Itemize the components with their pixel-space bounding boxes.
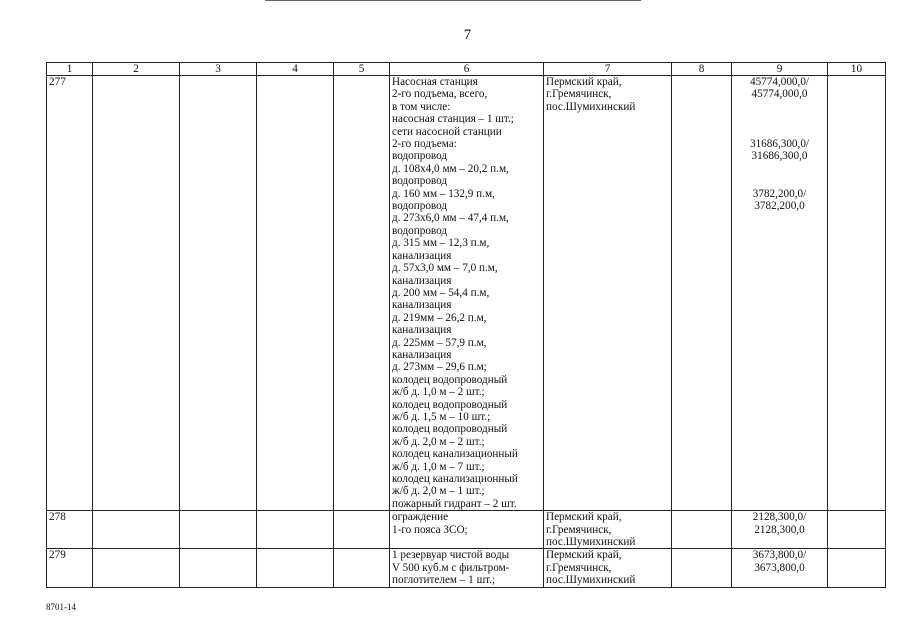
page-number: 7 [463, 27, 472, 43]
column-header: 6 [390, 63, 544, 76]
column-header: 10 [828, 63, 886, 76]
description-line: канализация [392, 324, 452, 337]
description-line: ж/б д. 1,0 м – 7 шт.; [392, 460, 485, 473]
location-line: Пермский край, [546, 511, 622, 524]
column-header: 8 [672, 63, 732, 76]
description-line: колодец канализационный [392, 448, 518, 461]
empty-cell [334, 76, 390, 511]
description-line: д. 219мм – 26,2 п.м, [392, 311, 487, 324]
cost-line: 3673,800,0 [754, 561, 805, 574]
description-line: в том числе: [392, 100, 451, 113]
cost-line: 3782,200,0 [754, 200, 805, 213]
description-line: ж/б д. 1,0 м – 2 шт.; [392, 386, 485, 399]
empty-cell [180, 549, 257, 587]
description-line: д. 273х6,0 мм – 47,4 п.м, [392, 212, 509, 225]
location-line: г.Гремячинск, [546, 88, 612, 101]
location-line: Пермский край, [546, 549, 622, 562]
column-header: 9 [732, 63, 828, 76]
cost-line: 45774,000,0 [751, 88, 808, 101]
description-line: Насосная станция [392, 76, 478, 88]
description-line: канализация [392, 249, 452, 262]
empty-cell [334, 511, 390, 549]
object-description [390, 76, 544, 511]
description-line: канализация [392, 274, 452, 287]
description-line: водопровод [392, 175, 448, 188]
row-number: 279 [47, 549, 93, 587]
description-line: 2-го подъема: [392, 138, 457, 151]
document-code: 8701-14 [46, 602, 76, 612]
location-line: г.Гремячинск, [546, 561, 612, 574]
empty-cell [257, 76, 334, 511]
description-line: д. 57х3,0 мм – 7,0 п.м, [392, 262, 498, 275]
empty-cell [93, 511, 180, 549]
header-row [47, 63, 886, 76]
column-header: 7 [544, 63, 672, 76]
description-line: 2-го подъема, всего, [392, 88, 488, 101]
description-line: водопровод [392, 150, 448, 163]
object-location [544, 76, 672, 511]
empty-cell [828, 76, 886, 511]
description-line: 1 резервуар чистой воды [392, 549, 510, 562]
row-number: 277 [47, 76, 93, 511]
cost-line: 3782,200,0/ [752, 187, 807, 200]
object-description [390, 511, 544, 549]
column-header: 4 [257, 63, 334, 76]
description-line: канализация [392, 348, 452, 361]
empty-cell [672, 511, 732, 549]
description-line: V 500 куб.м с фильтром- [392, 561, 510, 574]
description-line: д. 160 мм – 132,9 п.м, [392, 187, 495, 200]
description-line: д. 200 мм – 54,4 п.м, [392, 286, 490, 299]
description-line: д. 225мм – 57,9 п.м, [392, 336, 487, 349]
table-row [47, 549, 886, 587]
object-cost [732, 76, 828, 511]
location-line: пос.Шумихинский [546, 536, 636, 549]
cost-line: 31686,300,0/ [749, 138, 810, 151]
cost-line [734, 163, 825, 175]
location-line: пос.Шумихинский [546, 574, 636, 587]
row-number: 278 [47, 511, 93, 549]
registry-table [46, 62, 886, 588]
empty-cell [828, 549, 886, 587]
description-line: д. 108х4,0 мм – 20,2 п.м, [392, 162, 509, 175]
cost-line: 2128,300,0/ [752, 511, 807, 524]
top-rule [265, 0, 641, 1]
cost-line: 2128,300,0 [754, 523, 805, 536]
empty-cell [180, 511, 257, 549]
description-line: канализация [392, 299, 452, 312]
description-line: ж/б д. 2,0 м – 2 шт.; [392, 435, 485, 448]
description-line: ж/б д. 2,0 м – 1 шт.; [392, 485, 485, 498]
object-cost [732, 511, 828, 549]
empty-cell [672, 76, 732, 511]
cost-line: 31686,300,0 [751, 150, 808, 163]
description-line: д. 315 мм – 12,3 п.м, [392, 237, 490, 250]
empty-cell [828, 511, 886, 549]
location-line: пос.Шумихинский [546, 100, 636, 113]
location-line: Пермский край, [546, 76, 622, 88]
description-line: сети насосной станции [392, 125, 502, 138]
description-line: 1-го пояса ЗСО; [392, 523, 468, 536]
empty-cell [257, 549, 334, 587]
description-line: колодец водопроводный [392, 398, 508, 411]
object-cost [732, 549, 828, 587]
empty-cell [93, 76, 180, 511]
description-line: водопровод [392, 200, 448, 213]
empty-cell [93, 549, 180, 587]
empty-cell [257, 511, 334, 549]
cost-line: 3673,800,0/ [752, 549, 807, 562]
cost-line [734, 101, 825, 113]
cost-line: 45774,000,0/ [749, 76, 810, 88]
description-line: д. 273мм – 29,6 п.м; [392, 361, 487, 374]
description-line: пожарный гидрант – 2 шт. [392, 497, 517, 510]
column-header: 3 [180, 63, 257, 76]
table-row [47, 511, 886, 549]
location-line: г.Гремячинск, [546, 523, 612, 536]
description-line: колодец водопроводный [392, 423, 508, 436]
cost-line [734, 175, 825, 187]
description-line: ж/б д. 1,5 м – 10 шт.; [392, 410, 491, 423]
object-location [544, 511, 672, 549]
description-line: насосная станция – 1 шт.; [392, 113, 514, 126]
table-row [47, 76, 886, 511]
object-description [390, 549, 544, 587]
empty-cell [180, 76, 257, 511]
description-line: поглотителем – 1 шт.; [392, 574, 496, 587]
description-line: колодец канализационный [392, 473, 518, 485]
column-header: 5 [334, 63, 390, 76]
column-header: 2 [93, 63, 180, 76]
cost-line [734, 113, 825, 125]
description-line: ограждение [392, 511, 449, 524]
empty-cell [334, 549, 390, 587]
cost-line [734, 126, 825, 138]
column-header: 1 [47, 63, 93, 76]
object-location [544, 549, 672, 587]
description-line: колодец водопроводный [392, 373, 508, 386]
empty-cell [672, 549, 732, 587]
description-line: водопровод [392, 224, 448, 237]
